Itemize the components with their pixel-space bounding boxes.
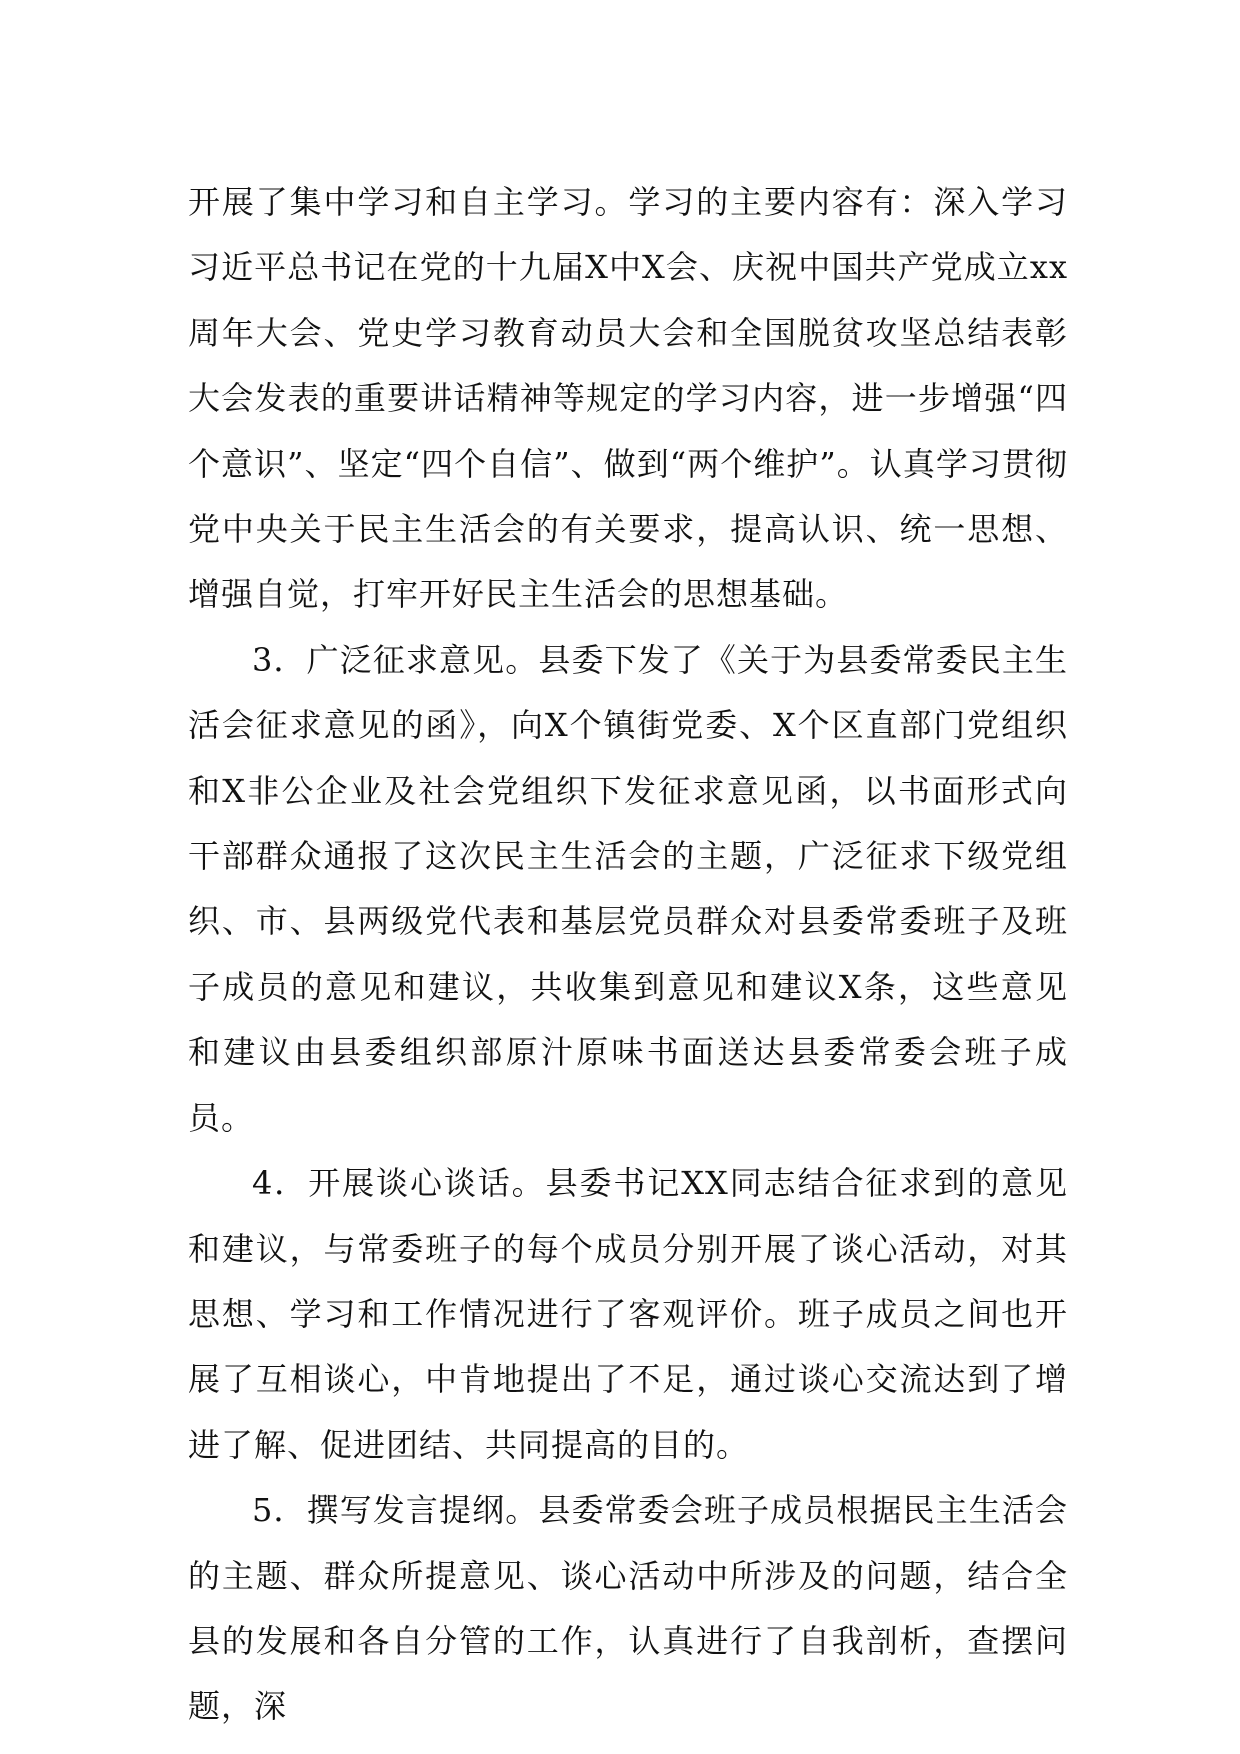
body-text [188,170,1068,1740]
paragraph-study-content: 开展了集中学习和自主学习。学习的主要内容有：深入学习习近平总书记在党的十九届X中X会、庆祝中国共产党成立xx周年大会、党史学习教育动员大会和全国脱贫攻坚总结表彰大会发表的重要讲话精神等规定的学习内容，进一步增强“四个意识”、坚定“四个自信”、做到“两个维护”。认真学习贯彻党中央关于民主生活会的有关要求，提高认识、统一思想、增强自觉，打牢开好民主生活会的思想基础。 [188,183,1068,614]
paragraph-solicit-opinions: 3．广泛征求意见。县委下发了《关于为县委常委民主生活会征求意见的函》，向X个镇街党委、X个区直部门党组织和X非公企业及社会党组织下发征求意见函，以书面形式向干部群众通报了这次民主生活会的主题，广泛征求下级党组织、市、县两级党代表和基层党员群众对县委常委班子及班子成员的意见和建议，共收集到意见和建议X条，这些意见和建议由县委组织部原汁原味书面送达县委常委会班子成员。 [188,640,1068,1137]
paragraph-heart-to-heart-talks: 4．开展谈心谈话。县委书记XX同志结合征求到的意见和建议，与常委班子的每个成员分别开展了谈心活动，对其思想、学习和工作情况进行了客观评价。班子成员之间也开展了互相谈心，中肯地提出了不足，通过谈心交流达到了增进了解、促进团结、共同提高的目的。 [188,1164,1068,1464]
paragraph-speech-outline: 5．撰写发言提纲。县委常委会班子成员根据民主生活会的主题、群众所提意见、谈心活动中所涉及的问题，结合全县的发展和各自分管的工作，认真进行了自我剖析，查摆问题，深 [188,1491,1068,1726]
